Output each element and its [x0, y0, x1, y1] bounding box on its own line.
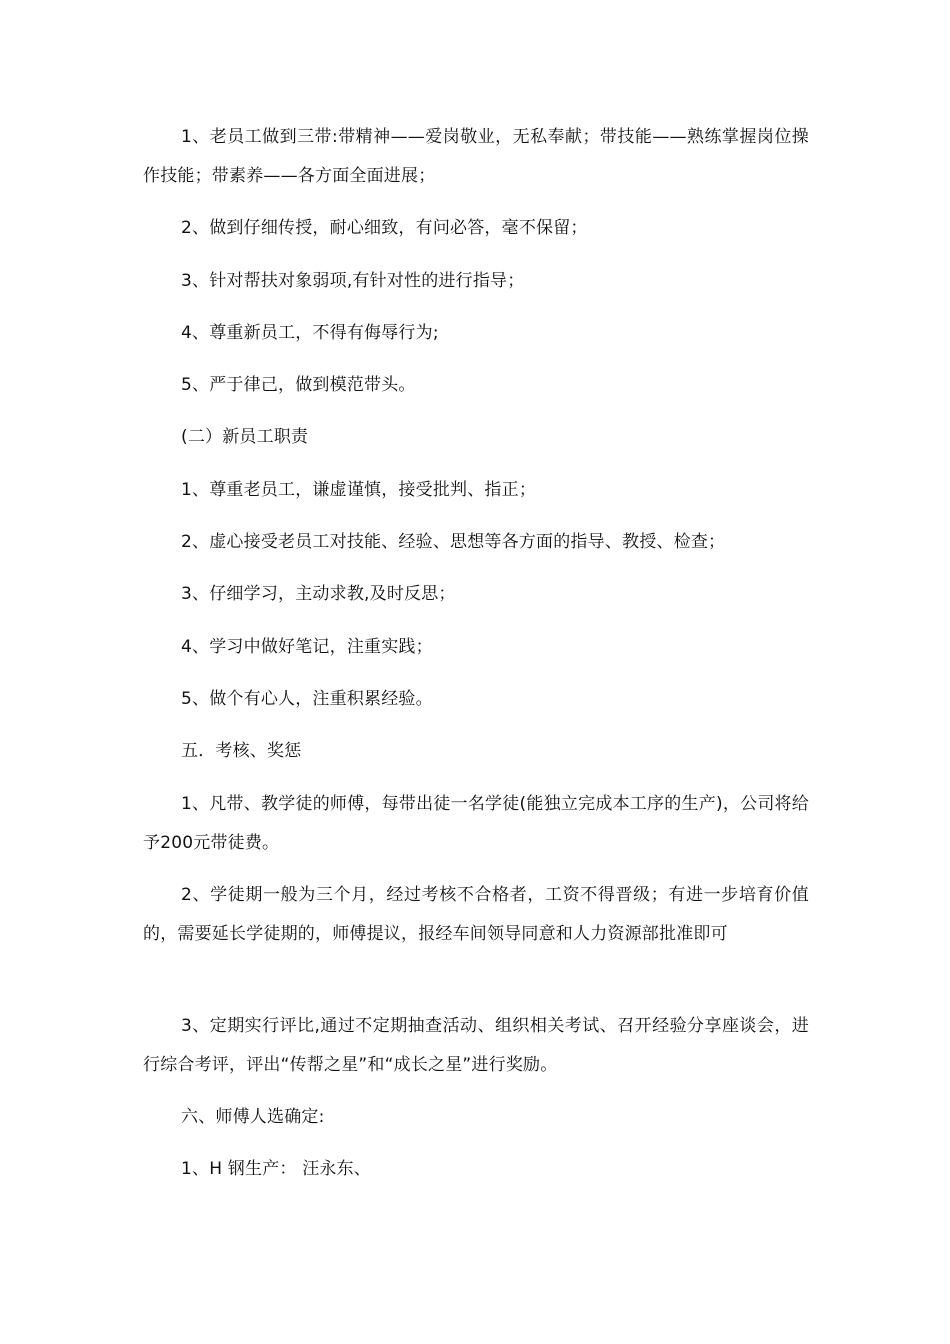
paragraph-respect-old-staff: 1、尊重老员工，谦虚谨慎，接受批判、指正；	[181, 480, 537, 500]
section-heading-new-staff-duties: (二）新员工职责	[181, 427, 309, 447]
paragraph-mentor-fee: 1、凡带、教学徒的师傅，每带出徒一名学徒(能独立完成本工序的生产)，公司将给予200元带徒费。	[143, 794, 809, 853]
paragraph-accept-guidance: 2、虚心接受老员工对技能、经验、思想等各方面的指导、教授、检查；	[181, 532, 726, 552]
paragraph-regular-evaluation: 3、定期实行评比,通过不定期抽查活动、组织相关考试、召开经验分享座谈会，进行综合考评，评出“传帮之星”和“成长之星”进行奖励。	[143, 1016, 809, 1075]
paragraph-targeted-guidance: 3、针对帮扶对象弱项,有针对性的进行指导；	[181, 271, 525, 291]
section-heading-mentor-selection: 六、师傅人选确定:	[181, 1107, 325, 1127]
paragraph-study-carefully: 3、仔细学习，主动求教,及时反思；	[181, 584, 456, 604]
paragraph-take-notes: 4、学习中做好笔记，注重实践；	[181, 637, 433, 657]
paragraph-accumulate-experience: 5、做个有心人，注重积累经验。	[181, 689, 433, 709]
paragraph-old-staff-three-duties: 1、老员工做到三带:带精神——爱岗敬业，无私奉献；带技能——熟练掌握岗位操作技能；带素养——各方面全面进展；	[143, 127, 809, 186]
paragraph-careful-teaching: 2、做到仔细传授，耐心细致，有问必答，毫不保留；	[181, 218, 588, 238]
paragraph-apprentice-period: 2、学徒期一般为三个月，经过考核不合格者，工资不得晋级；有进一步培育价值的，需要延长学徒期的，师傅提议，报经车间领导同意和人力资源部批准即可	[143, 885, 809, 944]
paragraph-h-steel-production: 1、H 钢生产： 汪永东、	[181, 1159, 372, 1179]
section-heading-assessment: 五．考核、奖惩	[181, 741, 302, 761]
paragraph-lead-by-example: 5、严于律己，做到模范带头。	[181, 375, 416, 395]
paragraph-respect-new-staff: 4、尊重新员工，不得有侮辱行为;	[181, 323, 439, 343]
